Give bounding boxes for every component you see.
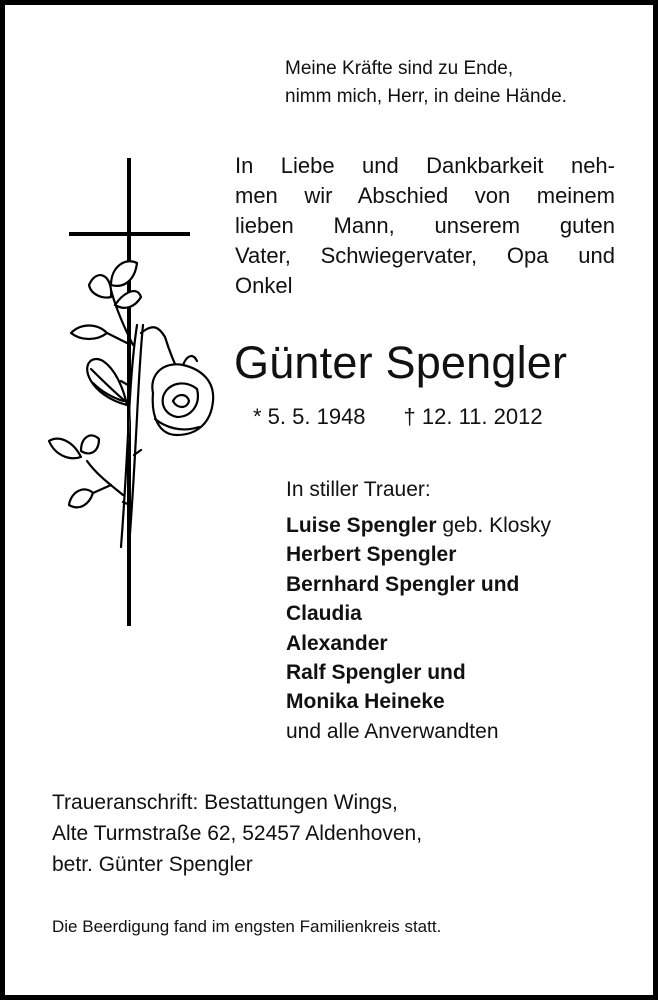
mourner-row: [286, 540, 551, 569]
death-date: † 12. 11. 2012: [403, 404, 543, 429]
mourner-note: geb. Klosky: [436, 514, 551, 537]
intro-line-3: lieben Mann, unserem guten: [235, 213, 615, 238]
cross-horizontal-bar: [69, 232, 190, 236]
verse-line-2: nimm mich, Herr, in deine Hände.: [285, 86, 567, 107]
leaf-upper-left: [89, 275, 111, 297]
mourner-row: [286, 511, 551, 540]
leaf-upper-center: [111, 261, 137, 286]
mourner-row: [286, 570, 551, 599]
mourner-row: [286, 687, 551, 716]
lower-branch: [87, 461, 123, 495]
leaf-lower-center: [81, 435, 99, 453]
intro-line-5: Onkel: [235, 273, 293, 298]
mourner-note: und alle Anverwandten: [286, 719, 499, 743]
mourner-row: [286, 658, 551, 687]
intro-line-1: In Liebe und Dankbarkeit neh-: [235, 153, 615, 178]
mourner-name: Alexander: [286, 631, 388, 655]
leaf-mid-left: [71, 326, 107, 340]
mourner-name: Luise Spengler: [286, 514, 437, 537]
mourner-row: [286, 599, 551, 628]
mourner-row: [286, 629, 551, 658]
rose-branch-icon: [49, 261, 213, 547]
bible-verse: [285, 55, 567, 111]
leaf-lower-bottom: [69, 489, 93, 507]
leaf-mid-stalk: [107, 333, 127, 343]
address-line-2: Alte Turmstraße 62, 52457 Aldenhoven,: [52, 822, 423, 845]
life-dates: [253, 402, 543, 432]
leaf-lower-stalk: [93, 485, 111, 493]
cross-rose-drawing: [41, 155, 231, 635]
leaf-lower-left: [49, 439, 81, 458]
intro-text: [235, 151, 615, 301]
mourning-address: [52, 787, 422, 880]
rose-sepal: [183, 356, 197, 365]
mourners-list: [286, 511, 551, 746]
deceased-name: Günter Spengler: [234, 337, 568, 388]
mourner-name: Claudia: [286, 602, 362, 626]
leaf-upper-right: [115, 291, 141, 308]
rose-stem-outline: [129, 325, 143, 547]
intro-line-2: men wir Abschied von meinem: [235, 183, 615, 208]
cross-with-rose-icon: [41, 155, 231, 640]
mourner-name: Ralf Spengler und: [286, 661, 466, 685]
address-line-3: betr. Günter Spengler: [52, 853, 253, 876]
address-line-1: Traueranschrift: Bestattungen Wings,: [52, 791, 398, 814]
intro-line-4: Vater, Schwiegervater, Opa und: [235, 243, 615, 268]
mourner-name: Bernhard Spengler und: [286, 572, 520, 596]
mourners-heading: In stiller Trauer:: [286, 478, 431, 501]
funeral-note: Die Beerdigung fand im engsten Familienkreis statt.: [52, 917, 442, 936]
birth-date: * 5. 5. 1948: [253, 404, 366, 429]
mourner-row: [286, 717, 551, 746]
mourner-name: Herbert Spengler: [286, 543, 457, 567]
mourner-name: Monika Heineke: [286, 690, 445, 714]
verse-line-1: Meine Kräfte sind zu Ende,: [285, 58, 514, 79]
